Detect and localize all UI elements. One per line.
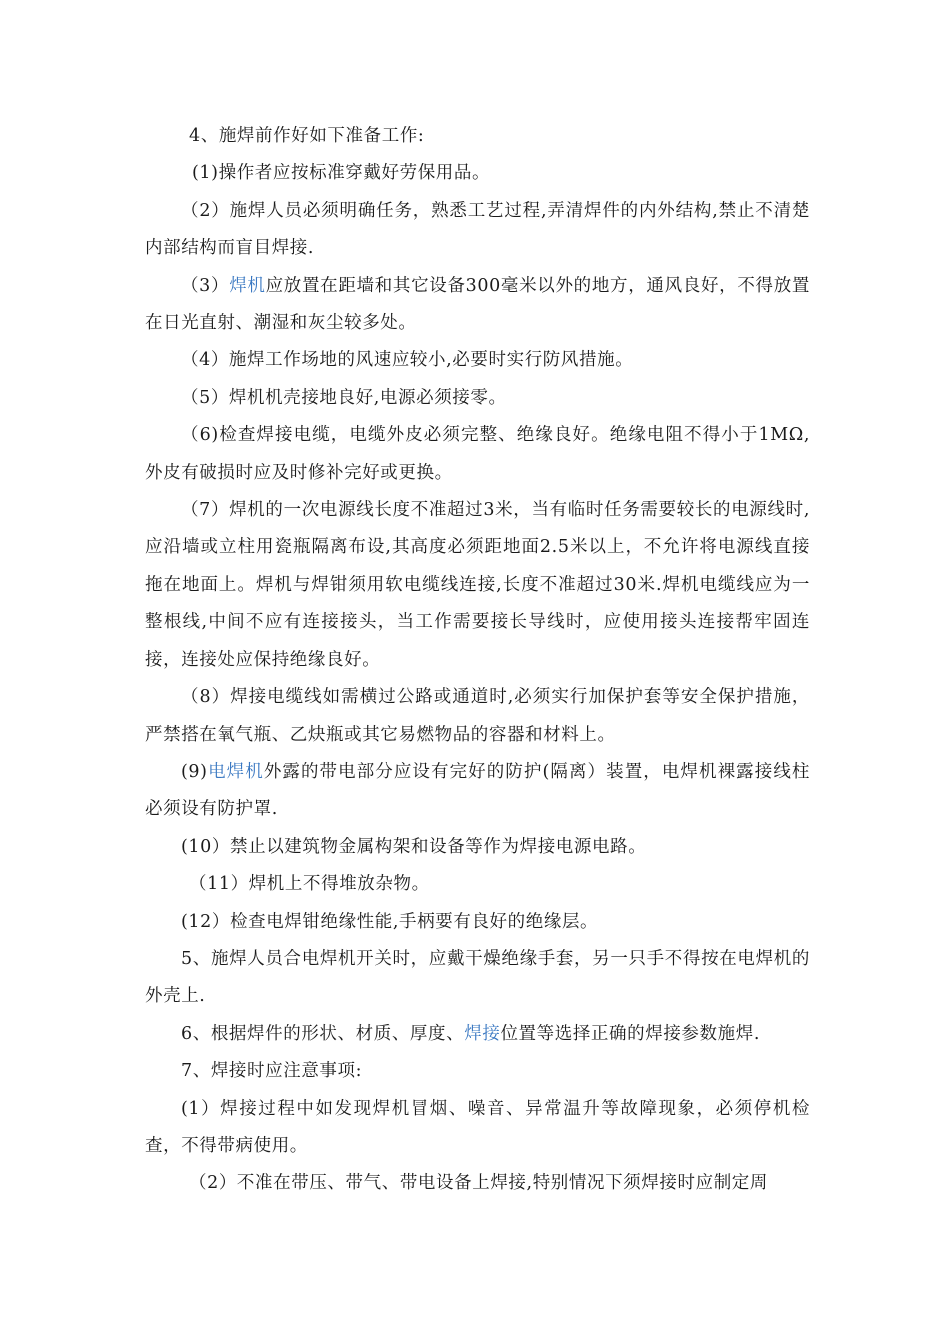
section-7-heading: 7、焊接时应注意事项: — [181, 1061, 363, 1082]
item-4-9-text: 外露的带电部分应设有完好的防护(隔离）装置，电焊机裸露接线柱必须设有防护罩. — [145, 761, 810, 820]
welder-link[interactable]: 焊机 — [229, 275, 266, 296]
item-4-9 — [145, 754, 810, 829]
section-5: 5、施焊人员合电焊机开关时，应戴干燥绝缘手套，另一只手不得按在电焊机的外壳上. — [145, 948, 810, 1007]
section-6-text: 位置等选择正确的焊接参数施焊. — [500, 1023, 760, 1044]
item-4-3-prefix: （3） — [181, 275, 230, 296]
item-4-12: (12）检查电焊钳绝缘性能,手柄要有良好的绝缘层。 — [181, 911, 599, 932]
item-4-5: （5）焊机机壳接地良好,电源必须接零。 — [181, 387, 507, 408]
item-4-11: （11）焊机上不得堆放杂物。 — [189, 874, 430, 895]
section-6-prefix: 6、根据焊件的形状、材质、厚度、 — [181, 1023, 465, 1044]
item-4-10: (10）禁止以建筑物金属构架和设备等作为焊接电源电路。 — [181, 836, 647, 857]
electric-welder-link[interactable]: 电焊机 — [207, 761, 264, 782]
welding-link[interactable]: 焊接 — [464, 1023, 501, 1044]
item-4-1: (1)操作者应按标准穿戴好劳保用品。 — [192, 163, 491, 184]
section-6 — [145, 1016, 810, 1053]
item-4-3 — [145, 268, 810, 343]
item-4-9-prefix: (9) — [181, 761, 208, 782]
item-4-8: （8）焊接电缆线如需横过公路或通道时,必须实行加保护套等安全保护措施，严禁搭在氧气瓶、乙炔瓶或其它易燃物品的容器和材料上。 — [145, 687, 810, 745]
item-4-3-text: 应放置在距墙和其它设备300毫米以外的地方，通风良好，不得放置在日光直射、潮湿和灰尘较多处。 — [145, 275, 811, 334]
item-4-6: （6)检查焊接电缆，电缆外皮必须完整、绝缘良好。绝缘电阻不得小于1MΩ,外皮有破损时应及时修补完好或更换。 — [145, 425, 810, 483]
item-4-2: （2）施焊人员必须明确任务，熟悉工艺过程,弄清焊件的内外结构,禁止不清楚内部结构而盲目焊接. — [145, 200, 810, 259]
item-4-7: （7）焊机的一次电源线长度不准超过3米，当有临时任务需要较长的电源线时,应沿墙或立柱用瓷瓶隔离布设,其高度必须距地面2.5米以上，不允许将电源线直接拖在地面上。焊机与焊钳须用软电缆线连接,长度不准超过30米.焊机电缆线应为一整根线,中间不应有连接接头，当工作需要接长导线时，应使用接头连接帮牢固连接，连接处应保持绝缘良好。 — [145, 500, 810, 670]
item-7-2: （2）不准在带压、带气、带电设备上焊接,特别情况下须焊接时应制定周 — [189, 1173, 768, 1194]
item-7-1: (1）焊接过程中如发现焊机冒烟、噪音、异常温升等故障现象，必须停机检查，不得带病使用。 — [145, 1098, 810, 1156]
document-body — [145, 118, 810, 1203]
item-4-4: （4）施焊工作场地的风速应较小,必要时实行防风措施。 — [181, 350, 634, 371]
section-4-heading: 4、施焊前作好如下准备工作: — [189, 126, 425, 146]
